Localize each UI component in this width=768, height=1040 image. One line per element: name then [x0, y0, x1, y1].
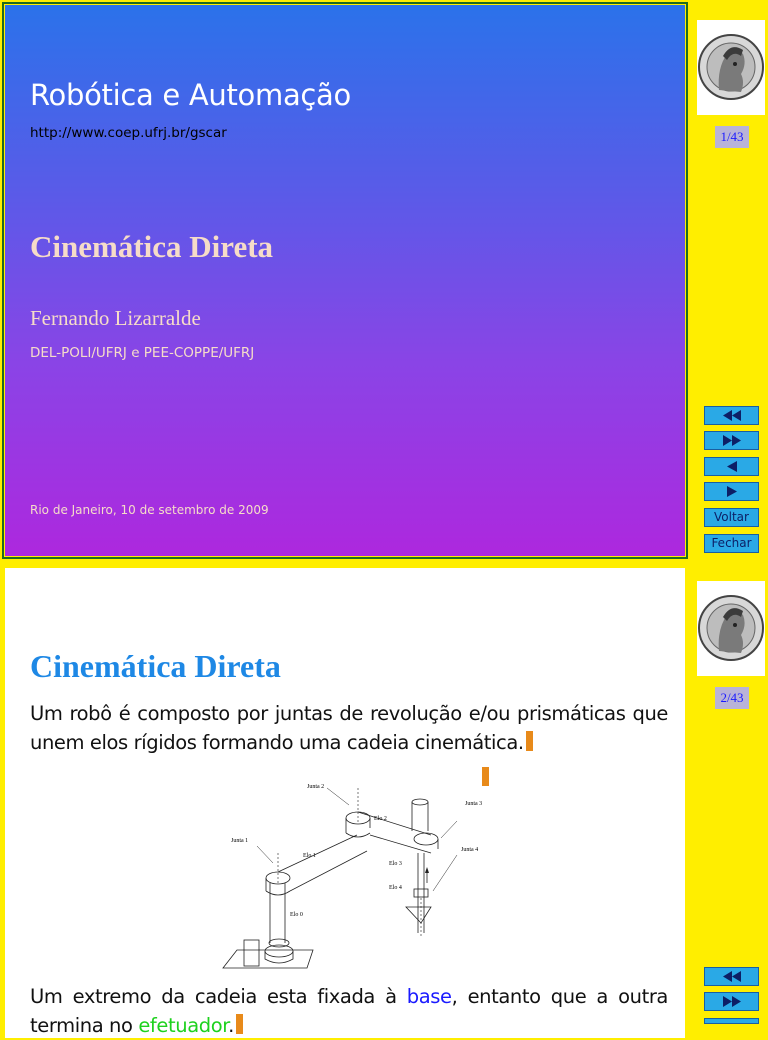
prev-triangle-icon [727, 461, 737, 472]
author-affiliation: DEL-POLI/UFRJ e PEE-COPPE/UFRJ [30, 345, 255, 361]
last-page-button[interactable] [704, 431, 759, 450]
intro-text: Um robô é composto por juntas de revolução e/ou prismáticas que unem elos rígidos formando uma cadeia cinemática. [30, 702, 668, 754]
slide-1 [0, 0, 690, 561]
term-base: base [406, 985, 452, 1008]
label-elo-0: Elo 0 [290, 912, 303, 918]
first-page-button[interactable] [704, 406, 759, 425]
pause-marker [236, 1014, 243, 1034]
intro-paragraph [30, 699, 668, 757]
scara-robot-diagram [217, 783, 497, 973]
label-elo-4: Elo 4 [389, 885, 402, 891]
label-elo-1: Elo 1 [303, 853, 316, 859]
author-name: Fernando Lizarralde [30, 306, 201, 330]
next-triangle-icon [727, 486, 737, 497]
pause-marker [526, 731, 533, 751]
course-url[interactable]: http://www.coep.ufrj.br/gscar [30, 125, 227, 141]
para2-text-b: , entanto que a outra termina no [30, 985, 668, 1037]
close-button[interactable]: Fechar [704, 534, 759, 553]
para2-text-a: Um extremo da cadeia esta fixada à [30, 985, 407, 1008]
lecture-title: Cinemática Direta [30, 229, 274, 264]
slide-heading: Cinemática Direta [30, 648, 281, 684]
previous-page-button[interactable] [704, 1018, 759, 1024]
previous-page-button[interactable] [704, 457, 759, 476]
fast-forward-icon [723, 435, 741, 446]
label-junta-3: Junta 3 [465, 801, 483, 807]
base-effector-paragraph [30, 982, 668, 1040]
rewind-icon [723, 971, 741, 982]
back-button[interactable]: Voltar [704, 508, 759, 527]
slide-2-content [5, 568, 685, 1038]
page-number: 1/43 [715, 126, 749, 148]
label-elo-2: Elo 2 [374, 816, 387, 822]
course-title: Robótica e Automação [30, 78, 351, 112]
label-junta-1: Junta 1 [231, 838, 249, 844]
university-seal-logo [697, 20, 765, 115]
sidebar-slide-2 [690, 561, 768, 1024]
page-number: 2/43 [715, 687, 749, 709]
rewind-icon [723, 410, 741, 421]
para2-text-c: . [228, 1014, 234, 1037]
slide-2 [0, 563, 690, 1037]
slide-1-content [5, 5, 685, 556]
next-page-button[interactable] [704, 482, 759, 501]
last-page-button[interactable] [704, 992, 759, 1011]
lecture-date: Rio de Janeiro, 10 de setembro de 2009 [30, 503, 269, 517]
fast-forward-icon [723, 996, 741, 1007]
label-junta-2: Junta 2 [307, 784, 325, 790]
university-seal-logo [697, 581, 765, 676]
label-elo-3: Elo 3 [389, 861, 402, 867]
term-efetuador: efetuador [138, 1014, 229, 1037]
label-junta-4: Junta 4 [461, 847, 479, 853]
first-page-button[interactable] [704, 967, 759, 986]
sidebar-slide-1 [690, 0, 768, 561]
